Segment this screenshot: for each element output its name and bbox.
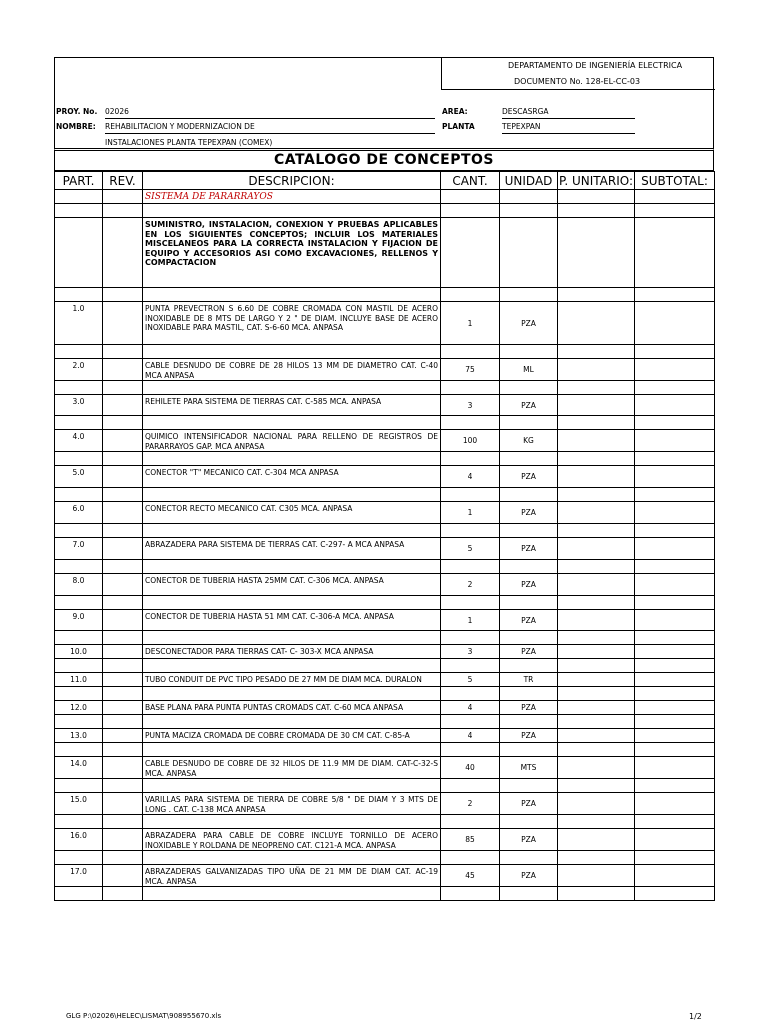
document-number: DOCUMENTO No. 128-EL-CC-03 xyxy=(514,77,641,86)
table-row xyxy=(55,430,715,452)
table-row xyxy=(55,645,715,659)
item-unit: PZA xyxy=(500,302,558,345)
table-row xyxy=(55,466,715,488)
rev-cell xyxy=(103,829,143,851)
unit-price-cell xyxy=(558,359,635,381)
planta-label: PLANTA xyxy=(442,122,475,131)
rev-cell xyxy=(103,430,143,452)
table-row xyxy=(55,829,715,851)
rev-cell xyxy=(103,865,143,887)
concepts-table xyxy=(54,171,715,901)
item-description: PUNTA PREVECTRON S 6.60 DE COBRE CROMADA CON MASTIL DE ACERO INOXIDABLE DE 8 MTS DE LARGO Y 2 " DE DIAM. INCLUYE BASE DE ACERO INOXIDABLE PARA MASTIL, CAT. S-6-60 MCA. ANPASA xyxy=(143,302,441,345)
table-row xyxy=(55,302,715,345)
department-box xyxy=(441,58,715,90)
spacer-row xyxy=(55,851,715,865)
item-quantity: 45 xyxy=(441,865,500,887)
underline xyxy=(502,133,635,134)
spacer-row xyxy=(55,659,715,673)
col-header-cant: CANT. xyxy=(441,172,500,190)
subtotal-cell xyxy=(635,502,715,524)
col-header-unit-price: P. UNITARIO: xyxy=(558,173,634,188)
footer-path: GLG P:\02026\HELEC\LISMAT\908955670.xls xyxy=(66,1012,222,1020)
table-row xyxy=(55,502,715,524)
intro-text: SUMINISTRO, INSTALACION, CONEXION Y PRUEBAS APLICABLES EN LOS SIGUIENTES CONCEPTOS; INCLUIR LOS MATERIALES MISCELANEOS PARA LA CORRECTA INSTALACION Y FIJACION DE EQUIPO Y ACCESORIOS ASI COMO EXCAVACIONES, RELLENOS Y COMPACTACION xyxy=(143,218,441,288)
document-sheet xyxy=(54,57,714,901)
part-number: 9.0 xyxy=(55,610,103,631)
col-header-subtotal: SUBTOTAL: xyxy=(635,172,715,190)
rev-cell xyxy=(103,574,143,596)
table-row xyxy=(55,673,715,687)
table-row xyxy=(55,793,715,815)
unit-price-cell xyxy=(558,502,635,524)
item-unit: PZA xyxy=(500,610,558,631)
item-quantity: 4 xyxy=(441,729,500,743)
spacer-row xyxy=(55,416,715,430)
rev-cell xyxy=(103,302,143,345)
item-unit: PZA xyxy=(500,466,558,488)
item-quantity: 4 xyxy=(441,466,500,488)
unit-price-cell xyxy=(558,701,635,715)
part-number: 2.0 xyxy=(55,359,103,381)
table-row xyxy=(55,538,715,560)
part-number: 8.0 xyxy=(55,574,103,596)
item-description: TUBO CONDUIT DE PVC TIPO PESADO DE 27 MM DE DIAM MCA. DURALON xyxy=(143,673,441,687)
spacer-row xyxy=(55,815,715,829)
unit-price-cell xyxy=(558,302,635,345)
item-description: CONECTOR DE TUBERIA HASTA 51 MM CAT. C-306-A MCA. ANPASA xyxy=(143,610,441,631)
table-row xyxy=(55,757,715,779)
table-row xyxy=(55,359,715,381)
item-description: BASE PLANA PARA PUNTA PUNTAS CROMADS CAT. C-60 MCA ANPASA xyxy=(143,701,441,715)
item-quantity: 85 xyxy=(441,829,500,851)
item-quantity: 3 xyxy=(441,645,500,659)
item-description: DESCONECTADOR PARA TIERRAS CAT- C- 303-X MCA ANPASA xyxy=(143,645,441,659)
part-number: 15.0 xyxy=(55,793,103,815)
item-unit: ML xyxy=(500,359,558,381)
item-quantity: 3 xyxy=(441,395,500,416)
proy-label: PROY. No. xyxy=(56,107,98,116)
spacer-row xyxy=(55,743,715,757)
item-description: CABLE DESNUDO DE COBRE DE 28 HILOS 13 MM DE DIAMETRO CAT. C-40 MCA ANPASA xyxy=(143,359,441,381)
item-unit: PZA xyxy=(500,829,558,851)
table-row xyxy=(55,610,715,631)
item-unit: MTS xyxy=(500,757,558,779)
item-description: REHILETE PARA SISTEMA DE TIERRAS CAT. C-585 MCA. ANPASA xyxy=(143,395,441,416)
subtotal-cell xyxy=(635,673,715,687)
item-unit: PZA xyxy=(500,538,558,560)
nombre-label: NOMBRE: xyxy=(56,122,96,131)
item-unit: PZA xyxy=(500,729,558,743)
rev-cell xyxy=(103,466,143,488)
spacer-row xyxy=(55,381,715,395)
spacer-row xyxy=(55,288,715,302)
item-unit: PZA xyxy=(500,502,558,524)
item-quantity: 75 xyxy=(441,359,500,381)
subtotal-cell xyxy=(635,610,715,631)
rev-cell xyxy=(103,395,143,416)
part-number: 6.0 xyxy=(55,502,103,524)
area-label: AREA: xyxy=(442,107,468,116)
header-block xyxy=(54,57,714,148)
table-row xyxy=(55,574,715,596)
col-header-unidad: UNIDAD xyxy=(500,172,558,190)
unit-price-cell xyxy=(558,829,635,851)
rev-cell xyxy=(103,757,143,779)
item-quantity: 100 xyxy=(441,430,500,452)
subtotal-cell xyxy=(635,466,715,488)
rev-cell xyxy=(103,610,143,631)
item-description: CONECTOR RECTO MECANICO CAT. C305 MCA. ANPASA xyxy=(143,502,441,524)
spacer-row xyxy=(55,345,715,359)
col-header-part: PART. xyxy=(55,172,103,190)
unit-price-cell xyxy=(558,466,635,488)
part-number: 14.0 xyxy=(55,757,103,779)
item-description: ABRAZADERA PARA CABLE DE COBRE INCLUYE TORNILLO DE ACERO INOXIDABLE Y ROLDANA DE NEOPRENO CAT. C121-A MCA. ANPASA xyxy=(143,829,441,851)
subtotal-cell xyxy=(635,538,715,560)
item-quantity: 1 xyxy=(441,610,500,631)
area-value: DESCASRGA xyxy=(502,107,549,116)
section-title: SISTEMA DE PARARRAYOS xyxy=(143,190,441,204)
subtotal-cell xyxy=(635,757,715,779)
unit-price-cell xyxy=(558,645,635,659)
underline xyxy=(105,118,435,119)
subtotal-cell xyxy=(635,829,715,851)
item-description: VARILLAS PARA SISTEMA DE TIERRA DE COBRE 5/8 " DE DIAM Y 3 MTS DE LONG . CAT. C-138 MCA ANPASA xyxy=(143,793,441,815)
subtotal-cell xyxy=(635,395,715,416)
spacer-row xyxy=(55,715,715,729)
spacer-row xyxy=(55,631,715,645)
intro-row xyxy=(55,218,715,288)
unit-price-cell xyxy=(558,673,635,687)
rev-cell xyxy=(103,793,143,815)
unit-price-cell xyxy=(558,729,635,743)
part-number: 10.0 xyxy=(55,645,103,659)
unit-price-cell xyxy=(558,538,635,560)
unit-price-cell xyxy=(558,865,635,887)
item-quantity: 5 xyxy=(441,538,500,560)
table-row xyxy=(55,729,715,743)
item-description: ABRAZADERAS GALVANIZADAS TIPO UÑA DE 21 MM DE DIAM CAT. AC-19 MCA. ANPASA xyxy=(143,865,441,887)
spacer-row xyxy=(55,687,715,701)
item-quantity: 2 xyxy=(441,574,500,596)
item-quantity: 40 xyxy=(441,757,500,779)
item-description: ABRAZADERA PARA SISTEMA DE TIERRAS CAT. C-297- A MCA ANPASA xyxy=(143,538,441,560)
part-number: 1.0 xyxy=(55,302,103,345)
item-description: CONECTOR DE TUBERIA HASTA 25MM CAT. C-306 MCA. ANPASA xyxy=(143,574,441,596)
rev-cell xyxy=(103,645,143,659)
table-row xyxy=(55,701,715,715)
item-quantity: 2 xyxy=(441,793,500,815)
item-unit: KG xyxy=(500,430,558,452)
rev-cell xyxy=(103,538,143,560)
subtotal-cell xyxy=(635,865,715,887)
item-quantity: 1 xyxy=(441,302,500,345)
table-header-row xyxy=(55,172,715,190)
department-name: DEPARTAMENTO DE INGENIERÍA ELECTRICA xyxy=(508,61,683,70)
item-quantity: 5 xyxy=(441,673,500,687)
catalog-title: CATALOGO DE CONCEPTOS xyxy=(54,148,714,171)
unit-price-cell xyxy=(558,395,635,416)
part-number: 4.0 xyxy=(55,430,103,452)
table-row xyxy=(55,865,715,887)
item-unit: PZA xyxy=(500,395,558,416)
spacer-row xyxy=(55,524,715,538)
unit-price-cell xyxy=(558,757,635,779)
item-description: PUNTA MACIZA CROMADA DE COBRE CROMADA DE 30 CM CAT. C-85-A xyxy=(143,729,441,743)
rev-cell xyxy=(103,502,143,524)
unit-price-cell xyxy=(558,793,635,815)
spacer-row xyxy=(55,204,715,218)
nombre-value-line1: REHABILITACION Y MODERNIZACION DE xyxy=(105,122,255,131)
underline xyxy=(502,118,635,119)
item-description: CABLE DESNUDO DE COBRE DE 32 HILOS DE 11.9 MM DE DIAM. CAT-C-32-S MCA. ANPASA xyxy=(143,757,441,779)
spacer-row xyxy=(55,488,715,502)
spacer-row xyxy=(55,596,715,610)
part-number: 7.0 xyxy=(55,538,103,560)
subtotal-cell xyxy=(635,302,715,345)
rev-cell xyxy=(103,701,143,715)
subtotal-cell xyxy=(635,359,715,381)
col-header-description: DESCRIPCION: xyxy=(143,172,441,190)
rev-cell xyxy=(103,729,143,743)
subtotal-cell xyxy=(635,574,715,596)
unit-price-cell xyxy=(558,610,635,631)
part-number: 17.0 xyxy=(55,865,103,887)
subtotal-cell xyxy=(635,430,715,452)
section-row xyxy=(55,190,715,204)
footer-page: 1/2 xyxy=(689,1012,702,1021)
col-header-rev: REV. xyxy=(103,172,143,190)
item-unit: PZA xyxy=(500,701,558,715)
unit-price-cell xyxy=(558,430,635,452)
subtotal-cell xyxy=(635,701,715,715)
item-quantity: 1 xyxy=(441,502,500,524)
underline xyxy=(105,133,435,134)
table-row xyxy=(55,395,715,416)
part-number: 5.0 xyxy=(55,466,103,488)
subtotal-cell xyxy=(635,729,715,743)
spacer-row xyxy=(55,779,715,793)
item-description: CONECTOR "T" MECANICO CAT. C-304 MCA ANPASA xyxy=(143,466,441,488)
nombre-value-line2: INSTALACIONES PLANTA TEPEXPAN (COMEX) xyxy=(105,138,273,147)
part-number: 13.0 xyxy=(55,729,103,743)
part-number: 11.0 xyxy=(55,673,103,687)
spacer-row xyxy=(55,452,715,466)
rev-cell xyxy=(103,673,143,687)
part-number: 3.0 xyxy=(55,395,103,416)
item-unit: PZA xyxy=(500,865,558,887)
item-quantity: 4 xyxy=(441,701,500,715)
spacer-row xyxy=(55,560,715,574)
subtotal-cell xyxy=(635,793,715,815)
part-number: 16.0 xyxy=(55,829,103,851)
item-description: QUIMICO INTENSIFICADOR NACIONAL PARA RELLENO DE REGISTROS DE PARARRAYOS GAP. MCA ANPASA xyxy=(143,430,441,452)
spacer-row xyxy=(55,887,715,901)
rev-cell xyxy=(103,359,143,381)
subtotal-cell xyxy=(635,645,715,659)
item-unit: PZA xyxy=(500,574,558,596)
unit-price-cell xyxy=(558,574,635,596)
part-number: 12.0 xyxy=(55,701,103,715)
item-unit: TR xyxy=(500,673,558,687)
item-unit: PZA xyxy=(500,793,558,815)
planta-value: TEPEXPAN xyxy=(502,122,541,131)
proy-value: 02026 xyxy=(105,107,129,116)
item-unit: PZA xyxy=(500,645,558,659)
